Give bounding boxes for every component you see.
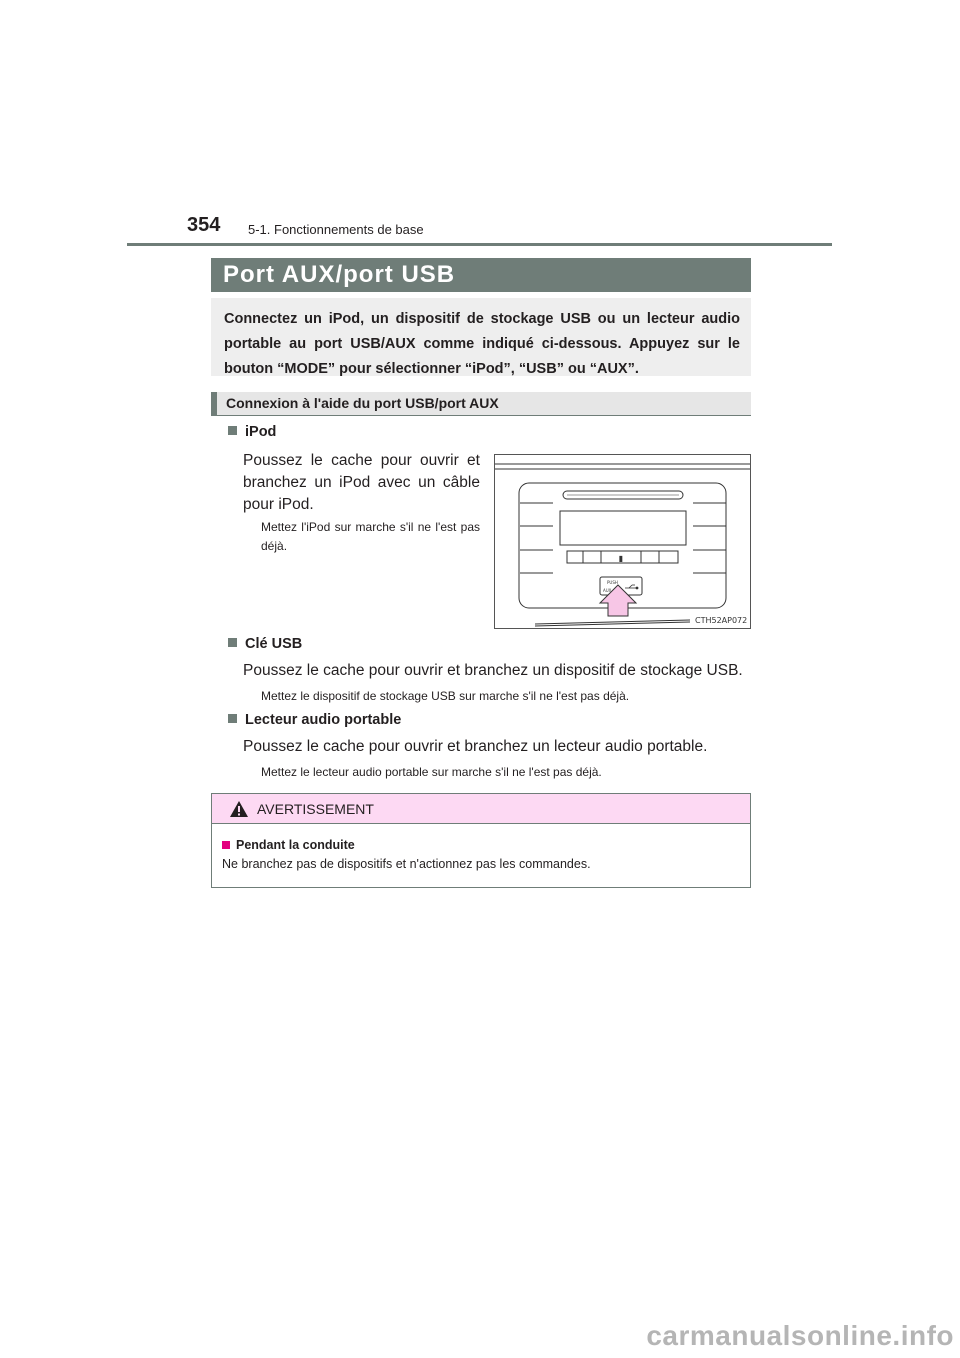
item-heading-label: Clé USB [245,636,303,652]
item-text-usb: Poussez le cache pour ouvrir et branchez un dispositif de stockage USB. [243,662,743,679]
page-number: 354 [187,214,221,236]
bullet-square-icon [228,426,237,435]
item-heading-usb [228,636,302,652]
watermark: carmanualsonline.info [646,1320,954,1351]
item-text-ipod: Poussez le cache pour ouvrir et branchez un iPod avec un câble pour iPod. [243,452,480,513]
warning-triangle-icon [229,800,249,818]
item-note-ipod: Mettez l'iPod sur marche s'il ne l'est pas déjà. [261,520,480,553]
chapter-title: 5-1. Fonctionnements de base [248,222,424,237]
item-text-audio: Poussez le cache pour ouvrir et branchez un lecteur audio portable. [243,738,708,755]
section-title: Port AUX/port USB [211,258,751,292]
push-label: PUSH [607,580,618,585]
subsection-title: Connexion à l'aide du port USB/port AUX [211,392,751,416]
warning-text: Ne branchez pas de dispositifs et n'actionnez pas les commandes. [222,857,591,871]
bullet-square-icon [228,638,237,647]
item-heading-label: Lecteur audio portable [245,712,402,728]
header-rule [127,243,832,246]
usb-symbol-icon [625,585,638,589]
item-note-usb: Mettez le dispositif de stockage USB sur marche s'il ne l'est pas déjà. [261,689,630,703]
warning-subheading: Pendant la conduite [222,836,750,855]
warning-title: AVERTISSEMENT [257,800,374,817]
item-heading-ipod [228,424,276,440]
aux-label: AUX [603,588,612,593]
item-heading-audio [228,712,401,728]
item-note-audio: Mettez le lecteur audio portable sur marche s'il ne l'est pas déjà. [261,765,602,779]
svg-text:▮: ▮ [618,554,624,563]
usb-aux-port-illustration [494,454,751,629]
pink-square-icon [222,841,230,849]
bullet-square-icon [228,714,237,723]
item-heading-label: iPod [245,424,277,440]
illustration-code: CTH52AP072 [695,616,748,625]
warning-box [211,793,751,888]
warning-header [212,794,750,824]
warning-body [212,824,750,874]
intro-paragraph: Connectez un iPod, un dispositif de stockage USB ou un lecteur audio portable au port USB/AUX comme indiqué ci-dessous. Appuyez sur le bouton “MODE” pour sélectionner “iPod”, “USB” ou “AUX”. [211,298,751,376]
